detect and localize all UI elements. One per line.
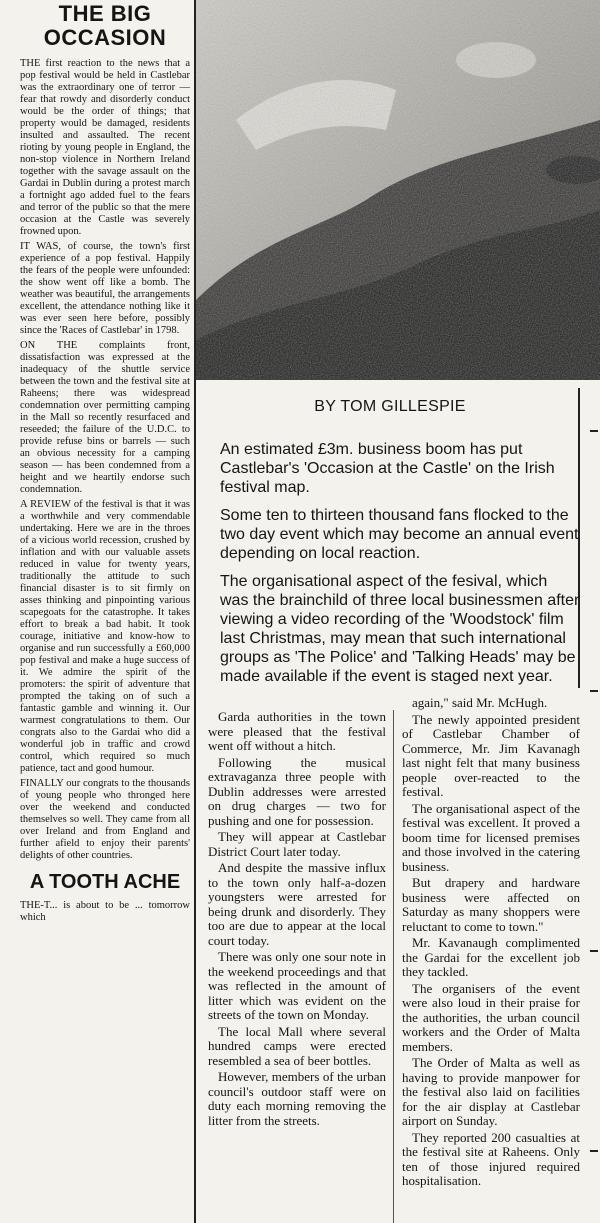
second-headline: A TOOTH ACHE: [29, 871, 181, 893]
body-paragraph: Garda authorities in the town were pleased that the festival went off without a hitch.: [208, 710, 386, 753]
adjacent-column-edge: [588, 390, 600, 1223]
body-paragraph: They will appear at Castlebar District Court later today.: [208, 829, 386, 859]
body-paragraph: The organisers of the event were also loud in their praise for the authorities, the urban council workers and the Order of Malta members.: [402, 980, 580, 1054]
body-paragraph: Mr. Kavanaugh complimented the Gardai for the excellent job they tackled.: [402, 935, 580, 979]
editorial-paragraph: IT WAS, of course, the town's first experience of a pop festival. Happily the fears of the people were unfounded: the show went off like a bomb. The weather was beautiful, the arrangements excellent, the attendance nothing like it was ever seen here before, possibly since the 'Races of Castlebar' in 1798.: [20, 241, 190, 336]
editorial-column: [20, 0, 190, 1223]
body-paragraph: They reported 200 casualties at the festival site at Raheens. Only ten of those injured required hospitalisation.: [402, 1129, 580, 1188]
article-column-2: [402, 696, 580, 1209]
intro-paragraph: An estimated £3m. business boom has put Castlebar's 'Occasion at the Castle' on the Irish festival map.: [220, 441, 555, 496]
article-byline: BY TOM GILLESPIE: [314, 398, 466, 415]
editorial-paragraph: ON THE complaints front, dissatisfaction was expressed at the inadequacy of the shuttle service between the town and the festival site at Raheens; there was widespread condemnation over permitting camping in the Mall so recently resurfaced and reseeded; the failure of the U.D.C. to provide refuse bins or barrels — such an obvious necessity for a camping season — has been condemned from a height and we heartily endorse such condemnation.: [20, 340, 190, 495]
editorial-paragraph: A REVIEW of the festival is that it was a worthwhile and very commendable undertaking. Here we are in the throes of a vicious world recession, crushed by inflation and with our valuable assets reduced in value for twenty years, traditionally the attitude to such financial disaster is to sit firmly on asses thinking and pinpointing various scapegoats for the catastrophe. It takes effort to break a bad habit. It took courage, initiative and know-how to organise and run successfully a £60,000 pop festival and make a huge success of it. We admire the spirit of the promoters: the spirit of adventure that prompted the taking on of such a fantastic gamble and winning it. Our warmest congratulations to them. Our congrats also to the Gardai who did a wonderful job in traffic and crowd control, which required so much patience, tact and good humour.: [20, 499, 190, 774]
editorial-paragraph: THE first reaction to the news that a pop festival would be held in Castlebar was the extraordinary one of terror — fear that rowdy and disorderly conduct would be the order of things; that property would be damaged, residents insulted and assaulted. The recent rioting by young people in England, the non-stop violence in Northern Ireland together with the savage assault on the Gardai in Dublin during a protest march a fortnight ago added fuel to the fears and terror of the public so that the mere occasion at the Castle was severely frowned upon.: [20, 58, 190, 237]
body-paragraph: The organisational aspect of the festival was excellent. It proved a boom time for licensed premises and those involved in the catering business.: [402, 800, 580, 874]
body-paragraph: But drapery and hardware business were affected on Saturday as many shoppers were reluctant to come to town.": [402, 875, 580, 934]
article-intro: [220, 440, 580, 695]
body-paragraph: And despite the massive influx to the town only half-a-dozen youngsters were arrested for being drunk and disorderly. They too are due to appear at the local court today.: [208, 860, 386, 948]
body-paragraph: There was only one sour note in the weekend proceedings and that was reflected in the amount of litter which was evident on the streets of the town on Monday.: [208, 949, 386, 1022]
editorial-headline: THE BIG OCCASION: [43, 1, 167, 50]
editorial-paragraph: FINALLY our congrats to the thousands of young people who thronged here over the weekend and conducted themselves so well. They came from all over Ireland and from England and further afield to enjoy their parents' delights of other countries.: [20, 778, 190, 861]
intro-paragraph: Some ten to thirteen thousand fans flocked to the two day event which may become an annual event depending on local reaction.: [220, 507, 579, 562]
article-column-1: [208, 710, 386, 1223]
festival-photo: [196, 0, 600, 380]
body-paragraph: The Order of Malta as well as having to provide manpower for the festival also laid on facilities for the air display at Castlebar airport on Sunday.: [402, 1055, 580, 1128]
body-paragraph: However, members of the urban council's outdoor staff were on duty each morning removing the litter from the streets.: [208, 1069, 386, 1128]
body-paragraph: The local Mall where several hundred camps were erected resembled a sea of beer bottles.: [208, 1023, 386, 1068]
body-paragraph: again," said Mr. McHugh.: [412, 696, 548, 710]
column-rule: [393, 710, 394, 1223]
intro-paragraph: The organisational aspect of the fesival, which was the brainchild of three local businessmen after viewing a video recording of the 'Woodstock' film last Christmas, may mean that such international groups as 'The Police' and 'Talking Heads' may be made available if the event is staged next year.: [220, 573, 580, 685]
second-paragraph: THE-T... is about to be ... tomorrow which: [20, 900, 190, 923]
body-paragraph: Following the musical extravaganza three people with Dublin addresses were arrested on drug charges — two for pushing and one for possession.: [208, 754, 386, 828]
body-paragraph: The newly appointed president of Castlebar Chamber of Commerce, Mr. Jim Kavanagh last night felt that many business people over-reacted to the festival.: [402, 711, 580, 799]
